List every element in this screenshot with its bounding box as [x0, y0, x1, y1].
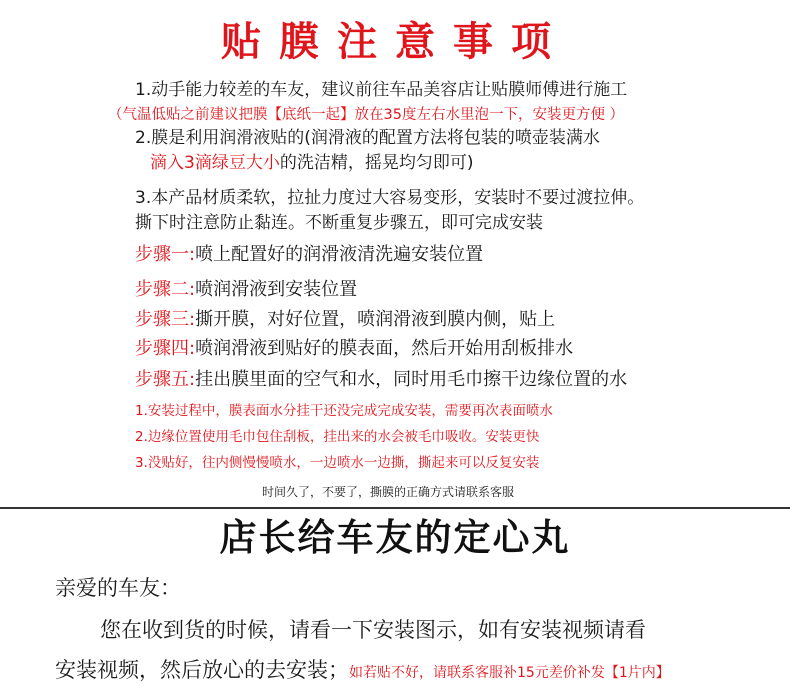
drop-amount-highlight: 滴入3滴绿豆大小 — [150, 153, 280, 173]
step-3 — [135, 311, 555, 329]
instruction-item-2-line-1: 2.膜是利用润滑液贴的(润滑液的配置方法将包装的喷壶装满水 — [135, 128, 600, 148]
greeting: 亲爱的车友： — [55, 576, 181, 600]
body-line-1: 您在收到货的时候，请看一下安装图示，如有安装视频请看 — [100, 618, 646, 642]
page-title: 贴膜注意事项 — [221, 19, 569, 65]
step-label: 步骤五: — [135, 369, 196, 390]
instruction-item-1-note: （气温低贴之前建议把膜【底纸一起】放在35度左右水里泡一下，安装更方便 ） — [108, 107, 625, 123]
tip-2: 2.边缘位置使用毛巾包住刮板，挂出来的水会被毛巾吸收。安装更快 — [135, 429, 540, 445]
step-text: 喷上配置好的润滑液清洗遍安装位置 — [195, 244, 484, 265]
tip-1: 1.安装过程中，膜表面水分挂干还没完成完成安装，需要再次表面喷水 — [135, 403, 553, 419]
reissue-note: 如若贴不好，请联系客服补15元差价补发【1片内】 — [349, 665, 670, 681]
step-1 — [135, 246, 483, 264]
section-2-title: 店长给车友的定心丸 — [219, 516, 571, 559]
step-label: 步骤一: — [135, 244, 196, 265]
detergent-text: 的洗洁精，摇晃均匀即可) — [279, 153, 474, 173]
section-divider — [0, 507, 790, 509]
instruction-item-1: 1.动手能力较差的车友，建议前往车品美容店让贴膜师傅进行施工 — [135, 80, 628, 100]
instruction-item-3-line-1: 3.本产品材质柔软，拉扯力度过大容易变形，安装时不要过渡拉伸。 — [135, 188, 645, 208]
footer-note: 时间久了，不要了，撕膜的正确方式请联系客服 — [262, 485, 515, 499]
step-4 — [135, 340, 573, 358]
step-label: 步骤四: — [135, 338, 196, 359]
tip-3: 3.没贴好，往内侧慢慢喷水，一边喷水一边撕，撕起来可以反复安装 — [135, 455, 540, 471]
instruction-item-2-line-2 — [150, 155, 473, 172]
step-text: 喷润滑液到安装位置 — [195, 279, 358, 300]
step-5 — [135, 371, 627, 389]
body-line-2-text: 安装视频，然后放心的去安装； — [55, 658, 349, 682]
step-text: 喷润滑液到贴好的膜表面，然后开始用刮板排水 — [195, 338, 574, 359]
step-label: 步骤二: — [135, 279, 196, 300]
step-text: 挂出膜里面的空气和水，同时用毛巾擦干边缘位置的水 — [195, 369, 628, 390]
instruction-item-3-line-2: 撕下时注意防止黏连。不断重复步骤五，即可完成安装 — [135, 213, 543, 233]
step-label: 步骤三: — [135, 309, 196, 330]
body-line-2 — [55, 660, 670, 681]
step-2 — [135, 281, 357, 299]
step-text: 撕开膜，对好位置，喷润滑液到膜内侧，贴上 — [195, 309, 556, 330]
